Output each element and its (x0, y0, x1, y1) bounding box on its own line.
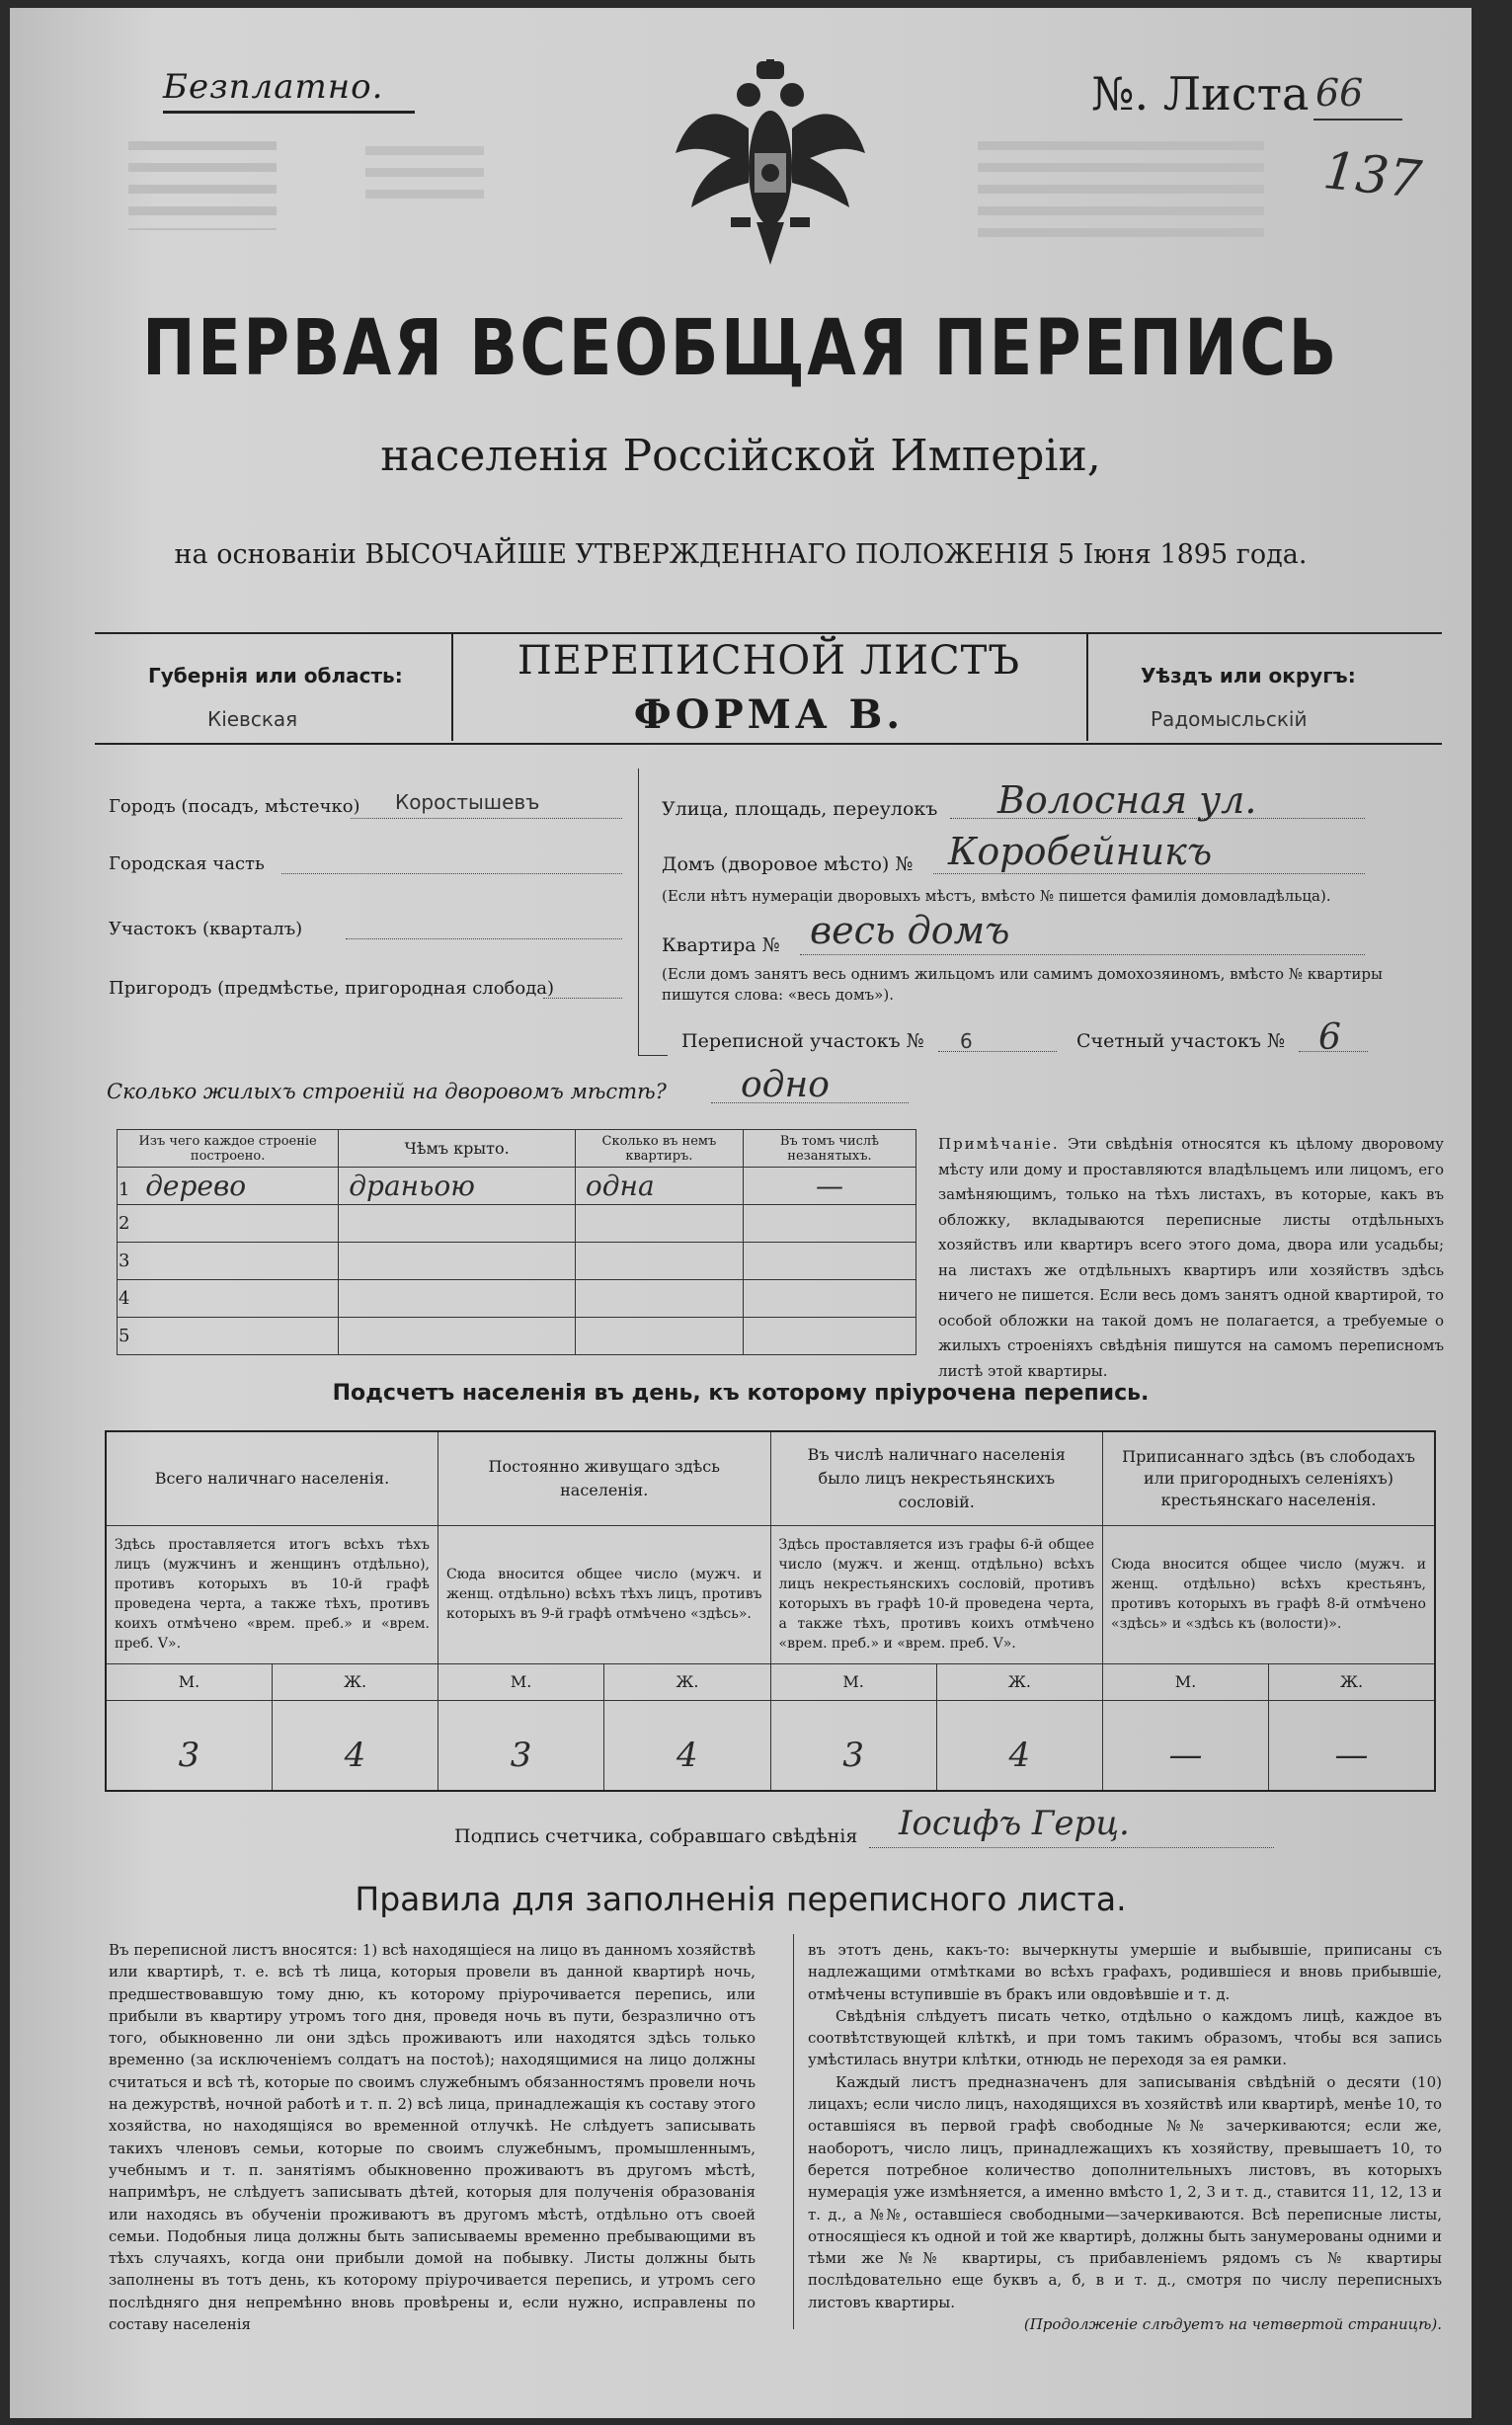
house-rule (933, 873, 1365, 874)
row-number: 4 (118, 1280, 339, 1318)
street-label: Улица, площадь, переулокъ (662, 798, 938, 820)
rules-right-p2: Свѣдѣнія слѣдуетъ писать четко, отдѣльно о каждомъ лицѣ, каждое въ соотвѣтствующей клѣткѣ, и при томъ такимъ образомъ, чтобы вся запись умѣстилась внутри клѣтки, отнюдь не переходя за ея рамки. (808, 2006, 1442, 2069)
location-divider (638, 768, 639, 1055)
pop-f-label: Ж. (676, 1671, 699, 1691)
census-district-rule (938, 1051, 1057, 1052)
pop-total-f: 4 (344, 1735, 366, 1775)
double-headed-eagle-emblem (672, 59, 869, 267)
pop-desc-peasant: Сюда вносится общее число (мужч. и женщ. отдѣльно) всѣхъ крестьянъ, противъ которыхъ въ графѣ 8-й отмѣчено «здѣсь» и «здѣсь къ (волости)». (1103, 1525, 1436, 1663)
apartment-label: Квартира № (662, 934, 780, 956)
province-label: Губернія или область: (148, 664, 403, 687)
population-table (105, 1430, 1436, 1792)
free-label: Безплатно. (163, 67, 384, 107)
pop-m-label: М. (438, 1664, 604, 1700)
buildings-answer: одно (741, 1065, 830, 1105)
house-value: Коробейникъ (948, 830, 1213, 873)
pop-desc-nonpeasant: Здѣсь проставляется изъ графы 6-й общее число (мужч. и женщ. отдѣльно) всѣхъ лицъ некрестьянскихъ сословій, противъ которыхъ въ графѣ 10-й проведена черта, а также тѣхъ, противъ коихъ отмѣчено «врем. преб.» и «врем. преб. V». (770, 1525, 1103, 1663)
pop-permanent-m: 3 (438, 1701, 604, 1790)
pop-head-peasant: Приписаннаго здѣсь (въ слободахъ или пригородныхъ селеніяхъ) крестьянскаго населенія. (1103, 1431, 1436, 1525)
precinct-label: Участокъ (кварталъ) (109, 919, 303, 939)
row-roof: драньою (339, 1168, 576, 1205)
rules-left-column: Въ переписной листъ вносятся: 1) всѣ находящіеся на лицо въ данномъ хозяйствѣ или квартирѣ, т. е. всѣ тѣ лица, которыя провели въ данной квартирѣ ночь, предшествовавшую тому дню, къ которому пріурочивается перепись, или прибыли въ квартиру утромъ того дня, проведя ночь въ пути, безразлично отъ того, обыкновенно ли они здѣсь проживаютъ или находятся здѣсь только временно (за исключеніемъ солдатъ на постоѣ); находящимися на лицо должны считаться и всѣ тѣ, которые по своимъ служебнымъ обязанностямъ провели ночь на дежурствѣ, ночной работѣ и т. п. 2) всѣ лица, принадлежащія къ составу этого хозяйства, но находящіяся во временной отлучкѣ. Не слѣдуетъ записывать такихъ членовъ семьи, которые по своимъ служебнымъ, промышленнымъ, учебнымъ и т. п. занятіямъ обыкновенно проживаютъ въ другомъ мѣстѣ, напримѣръ, не слѣдуетъ записывать дѣтей, которыя для полученія образованія или находясь въ обученіи проживаютъ въ другомъ мѣстѣ, отдѣльно отъ своей семьи. Подобныя лица должны быть записываемы временно пребывающими въ тѣхъ случаяхъ, когда они прибыли домой на побывку. Листы должны быть заполнены въ тотъ день, къ которому пріурочивается перепись, и утромъ сего послѣдняго дня непремѣнно вновь провѣрены и, если нужно, исправлены по составу населенія (109, 1941, 756, 2334)
note-head: Примѣчаніе. (938, 1135, 1060, 1153)
rules-column-divider (793, 1934, 794, 2329)
buildings-row (118, 1205, 916, 1243)
census-sheet (10, 8, 1472, 2418)
sheet-number-label: №. Листа (1091, 67, 1310, 121)
bleedthrough-text-left (128, 141, 277, 230)
apartment-note: (Если домъ занятъ весь однимъ жильцомъ или самимъ домохозяиномъ, вмѣсто № квартиры пишутся слова: «весь домъ»). (662, 965, 1383, 1004)
rules-right-column (808, 1939, 1442, 2335)
city-value: Коростышевъ (395, 790, 540, 814)
province-value: Кіевская (207, 707, 298, 731)
form-header-divider-right (1086, 632, 1088, 741)
buildings-row (118, 1318, 916, 1355)
pop-f-label: Ж. (1339, 1671, 1364, 1691)
pop-total-m: 3 (107, 1701, 273, 1790)
bleedthrough-text-left2 (365, 146, 484, 205)
row-number: 2 (118, 1205, 339, 1243)
census-subtitle: населенія Россійской Имперіи, (380, 431, 1101, 481)
pop-nonpeasant-f: 4 (1008, 1735, 1031, 1775)
city-rule (351, 818, 622, 819)
census-basis: на основаніи ВЫСОЧАЙШЕ УТВЕРЖДЕННАГО ПОЛОЖЕНІЯ 5 Іюня 1895 года. (174, 539, 1308, 570)
buildings-table (117, 1129, 916, 1355)
pop-peasant-m: — (1103, 1701, 1269, 1790)
street-value: Волосная ул. (997, 778, 1257, 822)
pop-m-label: М. (1103, 1664, 1269, 1700)
apartment-rule (800, 954, 1365, 955)
rules-continued: (Продолженіе слѣдуетъ на четвертой страницѣ). (1023, 2315, 1442, 2334)
pop-head-total: Всего наличнаго населенія. (106, 1431, 438, 1525)
buildings-row (118, 1280, 916, 1318)
buildings-question: Сколько жилыхъ строеній на дворовомъ мѣстѣ? (107, 1080, 667, 1103)
row-vacant: — (743, 1168, 915, 1205)
pop-desc-total: Здѣсь проставляется итогъ всѣхъ тѣхъ лицъ (мужчинъ и женщинъ отдѣльно), противъ которыхъ въ 10-й графѣ проведена черта, а также тѣхъ, противъ коихъ отмѣчено «врем. преб.» и «врем. преб. V». (106, 1525, 438, 1663)
pop-m-label: М. (771, 1664, 937, 1700)
row-apartments: одна (575, 1168, 743, 1205)
pop-head-nonpeasant: Въ числѣ наличнаго населенія было лицъ некрестьянскихъ сословій. (770, 1431, 1103, 1525)
pop-nonpeasant-m: 3 (771, 1701, 937, 1790)
apartment-value: весь домъ (810, 909, 1010, 952)
pop-peasant-f: — (1334, 1735, 1369, 1775)
bleedthrough-text-right (978, 141, 1264, 250)
suburb-label: Пригородъ (предмѣстье, пригородная слобода) (109, 978, 555, 999)
buildings-note (938, 1132, 1444, 1384)
rules-right-p1: въ этотъ день, какъ-то: вычеркнуты умершіе и выбывшіе, приписаны съ надлежащими отмѣтками во всѣхъ графахъ, родившіеся и вновь прибывшіе, отмѣчены вступившіе въ бракъ или овдовѣвшіе и т. д. (808, 1941, 1442, 2003)
rules-right-p3: Каждый листъ предназначенъ для записыванія свѣдѣній о десяти (10) лицахъ; если число лицъ, находящихся въ хозяйствѣ или квартирѣ, менѣе 10, то оставшіяся въ первой графѣ свободные №№ зачеркиваются; если же, наоборотъ, число лицъ, принадлежащихъ къ хозяйству, превышаетъ 10, то берется потребное количество дополнительныхъ листовъ, въ которыхъ нумерація уже измѣняется, а именно вмѣсто 1, 2, 3 и т. д., ставится 11, 12, 13 и т. д., а №№, оставшіеся свободными—зачеркиваются. Всѣ переписные листы, относящіеся къ одной и той же квартирѣ, должны быть занумерованы одними и тѣми же №№ квартиры, съ прибавленіемъ рядомъ съ № квартиры послѣдовательно еще буквъ а, б, в и т. д., смотря по числу переписныхъ листовъ квартиры. (808, 2072, 1442, 2311)
pop-f-label: Ж. (343, 1671, 367, 1691)
free-underline (163, 111, 415, 114)
buildings-header-material: Изъ чего каждое строеніе построено. (118, 1130, 339, 1168)
row-material: дерево (145, 1170, 247, 1202)
counting-district-value: 6 (1318, 1017, 1341, 1058)
house-label: Домъ (дворовое мѣсто) № (662, 853, 914, 875)
counting-district-label: Счетный участокъ № (1076, 1030, 1285, 1052)
location-divider-foot (638, 1055, 668, 1056)
note-text: Эти свѣдѣнія относятся къ цѣлому дворовому мѣсту или дому и проставляются владѣльцемъ или лицомъ, его замѣняющимъ, только на тѣхъ листахъ, въ которые, какъ въ обложку, вкладываются переписные листы отдѣльныхъ хозяйствъ или квартиръ всего этого дома, двора или усадьбы; на листахъ же отдѣльныхъ квартиръ или хозяйствъ здѣсь ничего не пишется. Если весь домъ занятъ одной квартирой, то особой обложки на такой домъ не полагается, а требуемые о жилыхъ строеніяхъ свѣдѣнія пишутся на самомъ переписномъ листѣ этой квартиры. (938, 1135, 1444, 1380)
district-value: Радомысльскій (1151, 707, 1308, 731)
city-part-rule (281, 873, 622, 874)
pop-m-label: М. (107, 1664, 273, 1700)
buildings-row (118, 1168, 916, 1205)
suburb-rule (543, 998, 622, 999)
pop-f-label: Ж. (1007, 1671, 1031, 1691)
census-main-title: ПЕРВАЯ ВСЕОБЩАЯ ПЕРЕПИСЬ (142, 304, 1339, 393)
row-number: 1 (119, 1179, 130, 1200)
pop-permanent-f: 4 (676, 1735, 698, 1775)
buildings-row (118, 1243, 916, 1280)
signature-rule (869, 1847, 1274, 1848)
district-label: Уѣздъ или округъ: (1141, 664, 1356, 687)
buildings-header-vacant: Въ томъ числѣ незанятыхъ. (743, 1130, 915, 1168)
precinct-rule (346, 938, 622, 939)
sheet-number-value: 66 (1315, 71, 1364, 115)
population-summary-title: Подсчетъ населенія въ день, къ которому пріурочена перепись. (332, 1381, 1150, 1406)
row-number: 5 (118, 1318, 339, 1355)
form-name: ФОРМА В. (633, 691, 905, 738)
counter-signature-label: Подпись счетчика, собравшаго свѣдѣнія (454, 1825, 858, 1847)
sheet-type-title: ПЕРЕПИСНОЙ ЛИСТЪ (517, 638, 1021, 684)
city-label: Городъ (посадъ, мѣстечко) (109, 796, 360, 817)
counter-signature: Іосифъ Герц. (899, 1804, 1130, 1843)
pop-head-permanent: Постоянно живущаго здѣсь населенія. (438, 1431, 771, 1525)
census-district-label: Переписной участокъ № (681, 1030, 924, 1052)
handwritten-page-number: 137 (1320, 140, 1425, 211)
sheet-number-underline (1313, 119, 1402, 121)
census-district-value: 6 (960, 1029, 973, 1053)
house-note: (Если нѣтъ нумераціи дворовыхъ мѣстъ, вмѣсто № пишется фамилія домовладѣльца). (662, 887, 1331, 905)
rules-title: Правила для заполненія переписного листа. (355, 1880, 1127, 1918)
buildings-header-roof: Чѣмъ крыто. (339, 1130, 576, 1168)
buildings-header-apartments: Сколько въ немъ квартиръ. (575, 1130, 743, 1168)
city-part-label: Городская часть (109, 853, 265, 874)
row-number: 3 (118, 1243, 339, 1280)
pop-desc-permanent: Сюда вносится общее число (мужч. и женщ. отдѣльно) всѣхъ тѣхъ лицъ, противъ которыхъ въ 9-й графѣ отмѣчено «здѣсь». (438, 1525, 771, 1663)
